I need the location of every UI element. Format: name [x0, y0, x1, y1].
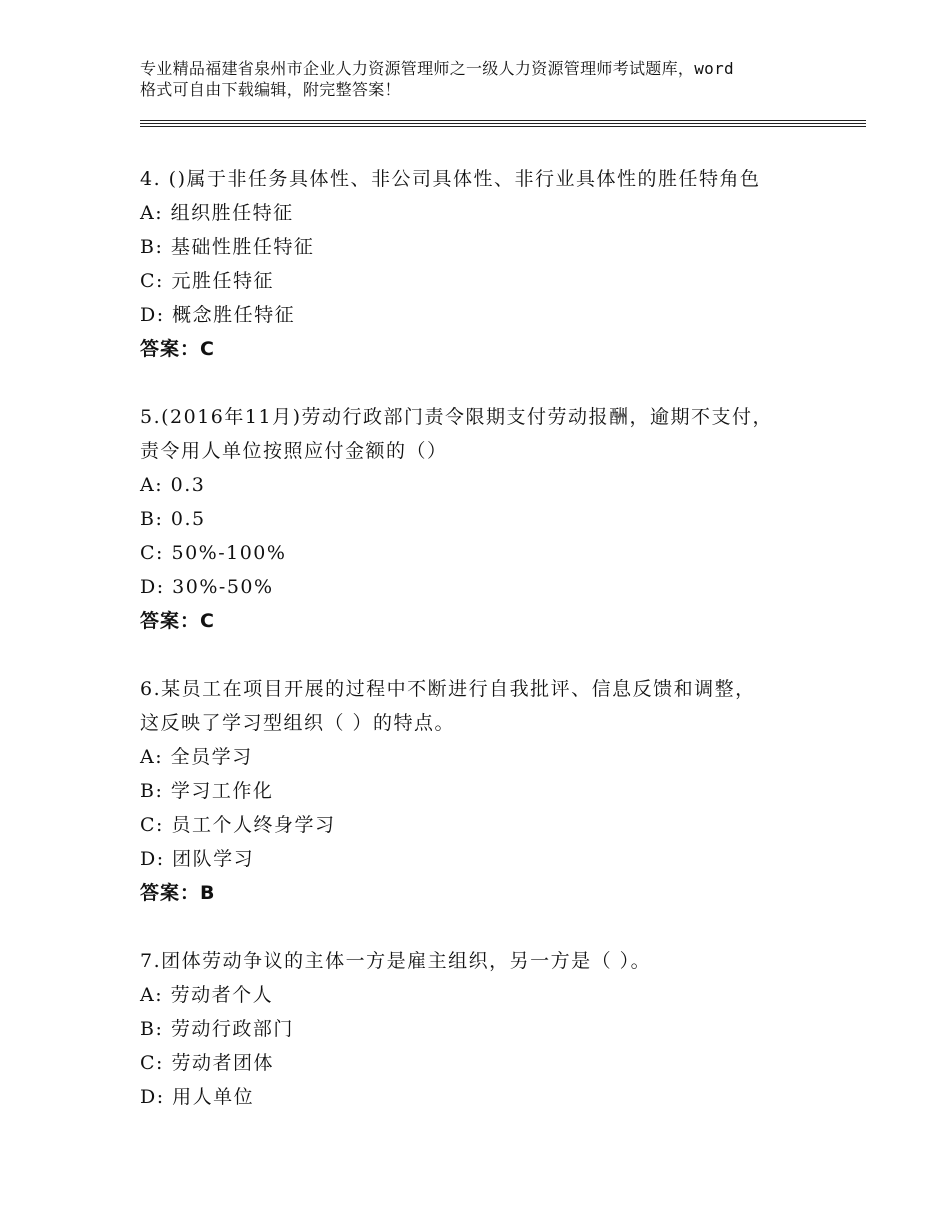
question-spacer: [140, 366, 860, 400]
question-list: [140, 162, 860, 1114]
header-line-1: 专业精品福建省泉州市企业人力资源管理师之一级人力资源管理师考试题库，word: [140, 59, 734, 78]
option-a: A: 组织胜任特征: [140, 202, 294, 224]
question-spacer: [140, 638, 860, 672]
question-spacer: [140, 910, 860, 944]
option-d: D: 用人单位: [140, 1086, 255, 1108]
question-7: [140, 944, 860, 1114]
question-4: [140, 162, 860, 366]
document-header: [140, 58, 840, 100]
option-d: D: 概念胜任特征: [140, 304, 296, 326]
question-stem-continued: 责令用人单位按照应付金额的（）: [140, 440, 448, 462]
option-a: A: 全员学习: [140, 746, 253, 768]
question-stem: 7.团体劳动争议的主体一方是雇主组织，另一方是（ ）。: [140, 950, 652, 972]
question-stem-continued: 这反映了学习型组织（ ）的特点。: [140, 712, 456, 734]
option-d: D: 团队学习: [140, 848, 255, 870]
question-5: [140, 400, 860, 638]
option-c: C: 元胜任特征: [140, 270, 274, 292]
question-stem: 4. ()属于非任务具体性、非公司具体性、非行业具体性的胜任特角色: [140, 168, 761, 190]
header-divider-bottom: [140, 126, 866, 127]
option-b: B: 基础性胜任特征: [140, 236, 315, 258]
option-c: C: 50%-100%: [140, 542, 287, 564]
answer-text: 答案：B: [140, 882, 216, 904]
header-divider-middle: [140, 123, 866, 124]
option-a: A: 0.3: [140, 474, 206, 496]
option-a: A: 劳动者个人: [140, 984, 274, 1006]
option-d: D: 30%-50%: [140, 576, 274, 598]
answer-text: 答案：C: [140, 610, 215, 632]
question-stem: 5.(2016年11月)劳动行政部门责令限期支付劳动报酬，逾期不支付，: [140, 406, 773, 428]
question-stem: 6.某员工在项目开展的过程中不断进行自我批评、信息反馈和调整，: [140, 678, 756, 700]
option-c: C: 员工个人终身学习: [140, 814, 336, 836]
option-b: B: 0.5: [140, 508, 206, 530]
answer-text: 答案：C: [140, 338, 215, 360]
option-b: B: 学习工作化: [140, 780, 274, 802]
header-divider-top: [140, 120, 866, 121]
header-line-2: 格式可自由下载编辑，附完整答案！: [140, 80, 401, 99]
option-c: C: 劳动者团体: [140, 1052, 274, 1074]
option-b: B: 劳动行政部门: [140, 1018, 294, 1040]
question-6: [140, 672, 860, 910]
